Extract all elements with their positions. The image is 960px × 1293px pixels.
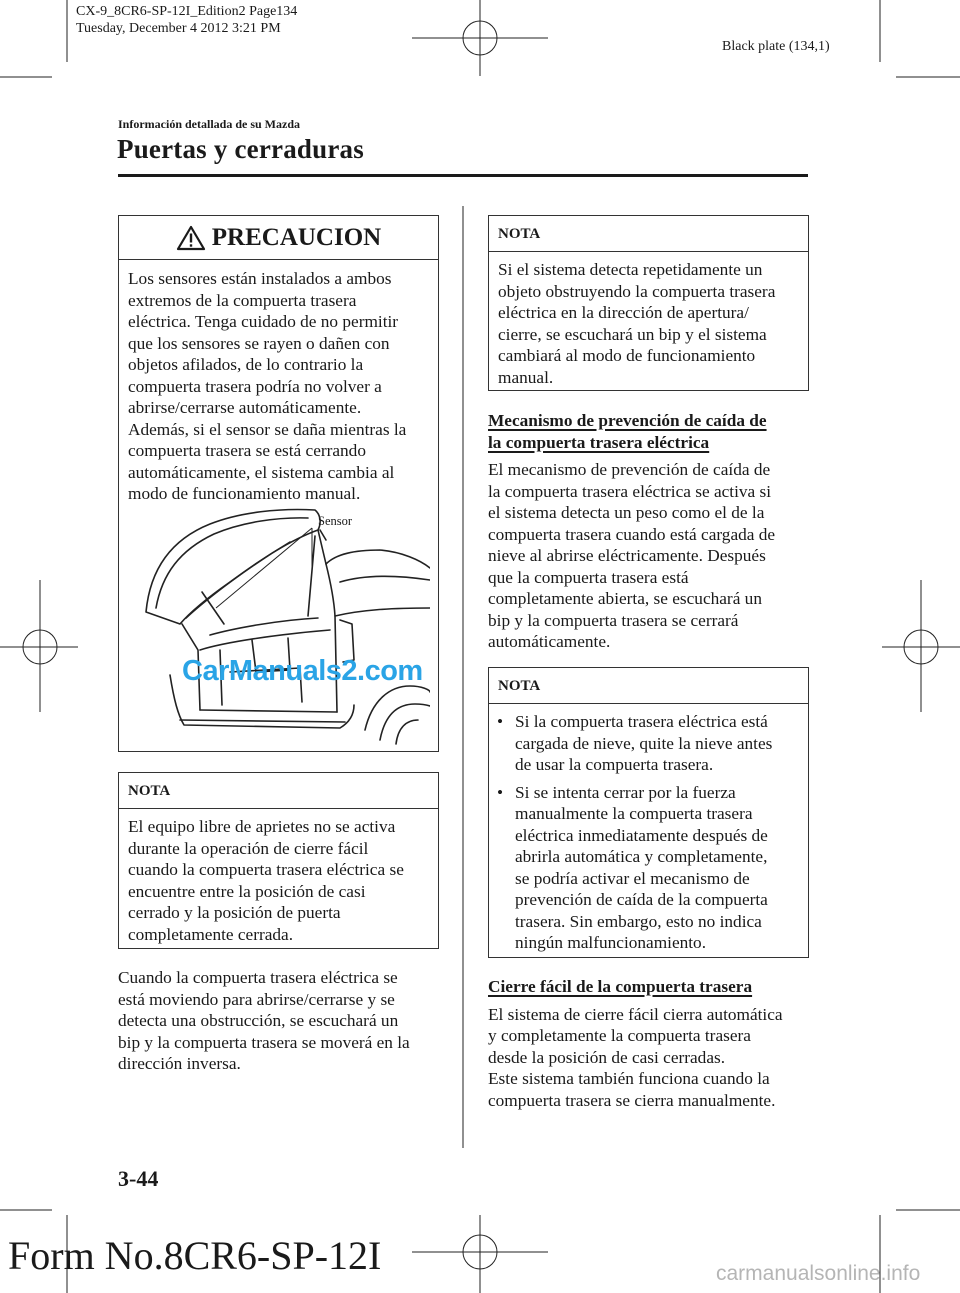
nota-line: Si el sistema detecta repetidamente un xyxy=(498,260,763,279)
body-line: está moviendo para abrirse/cerrarse y se xyxy=(118,989,395,1009)
caution-line: Además, si el sensor se daña mientras la xyxy=(128,419,407,439)
bullet-line: trasera. Sin embargo, esto no indica xyxy=(515,911,762,931)
nota-line: eléctrica en la dirección de apertura/ xyxy=(498,303,749,322)
print-date-line: Tuesday, December 4 2012 3:21 PM xyxy=(76,21,281,36)
liftgate-sensor-illustration xyxy=(140,500,430,745)
nota-line: completamente cerrada. xyxy=(128,924,294,944)
carmanuals2-watermark: CarManuals2.com xyxy=(182,655,423,687)
bullet-line: eléctrica inmediatamente después de xyxy=(515,825,768,845)
black-plate-label: Black plate (134,1) xyxy=(722,39,830,54)
nota-line: cuando la compuerta trasera eléctrica se xyxy=(128,860,404,879)
caution-line: compuerta trasera podría no volver a xyxy=(128,376,382,396)
nota-heading: NOTA xyxy=(119,773,438,809)
easy-close-heading: Cierre fácil de la compuerta trasera xyxy=(488,977,753,996)
body-line: completamente abierta, se escuchará un xyxy=(488,589,762,608)
body-line: que la compuerta trasera está xyxy=(488,567,689,587)
caution-line: abrirse/cerrarse automáticamente. xyxy=(128,398,362,417)
page-number: 3-44 xyxy=(118,1166,159,1191)
bullet-line: ningún malfuncionamiento. xyxy=(515,933,707,952)
body-line: el sistema detecta un peso como el de la xyxy=(488,503,765,522)
body-line: detecta una obstrucción, se escuchará un xyxy=(118,1011,399,1030)
caution-line: eléctrica. Tenga cuidado de no permitir xyxy=(128,312,399,331)
bullet-line: abrirla automática y completamente, xyxy=(515,847,768,866)
registration-mark-left xyxy=(0,580,78,712)
bullet-line: de usar la compuerta trasera. xyxy=(515,755,714,774)
header-rule xyxy=(118,174,808,177)
site-watermark: carmanualsonline.info xyxy=(716,1262,921,1285)
body-line: compuerta trasera cuando está cargada de xyxy=(488,524,776,544)
nota-box-3 xyxy=(488,667,809,958)
bullet-dot: • xyxy=(497,712,504,731)
nota-line: durante la operación de cierre fácil xyxy=(128,838,369,858)
nota-heading: NOTA xyxy=(489,216,808,252)
nota-line: El equipo libre de aprietes no se activa xyxy=(128,817,396,836)
nota-box-1 xyxy=(118,772,439,949)
body-line: Cuando la compuerta trasera eléctrica se xyxy=(118,968,398,987)
body-line: nieve al abrirse eléctricamente. Después xyxy=(488,546,766,565)
mechanism-section xyxy=(488,410,775,653)
print-file-line: CX-9_8CR6-SP-12I_Edition2 Page134 xyxy=(76,4,298,19)
nota-line: objeto obstruyendo la compuerta trasera xyxy=(498,281,776,301)
caution-line: automáticamente, el sistema cambia al xyxy=(128,462,395,482)
easy-close-section xyxy=(488,976,783,1111)
mechanism-heading-line: la compuerta trasera eléctrica xyxy=(488,432,710,452)
body-line: compuerta trasera se cierra manualmente. xyxy=(488,1090,776,1110)
nota-line: cambiará al modo de funcionamiento xyxy=(498,346,756,365)
body-line: bip y la compuerta trasera se moverá en la xyxy=(118,1032,410,1052)
nota-box-2 xyxy=(488,215,809,391)
body-line: desde la posición de casi cerradas. xyxy=(488,1047,726,1067)
warning-triangle-icon xyxy=(176,225,206,251)
sensor-callout-label: Sensor xyxy=(318,514,353,528)
body-line: El mecanismo de prevención de caída de xyxy=(488,460,771,479)
bullet-line: Si se intenta cerrar por la fuerza xyxy=(515,782,736,802)
section-label: Información detallada de su Mazda xyxy=(118,117,301,131)
caution-line: Los sensores están instalados a ambos xyxy=(128,269,392,288)
nota-bullet-item xyxy=(493,711,802,776)
caution-line: modo de funcionamiento manual. xyxy=(128,484,361,503)
nota-line: cierre, se escuchará un bip y el sistema xyxy=(498,324,767,344)
nota-line: encuentre entre la posición de casi xyxy=(128,881,366,901)
nota-heading: NOTA xyxy=(489,668,808,704)
body-line: automáticamente. xyxy=(488,632,611,651)
mechanism-heading-line: Mecanismo de prevención de caída de xyxy=(488,411,767,430)
bullet-line: prevención de caída de la compuerta xyxy=(515,890,768,909)
body-line: El sistema de cierre fácil cierra automática xyxy=(488,1004,783,1024)
page-title: Puertas y cerraduras xyxy=(117,134,364,164)
caution-line: objetos afilados, de lo contrario la xyxy=(128,355,364,374)
registration-mark-top xyxy=(412,0,548,76)
caution-text xyxy=(119,260,438,505)
registration-mark-right xyxy=(882,580,960,712)
obstruction-paragraph xyxy=(118,967,410,1075)
body-line: dirección inversa. xyxy=(118,1054,241,1073)
caution-line: que los sensores se rayen o dañen con xyxy=(128,333,390,353)
caution-line: compuerta trasera se está cerrando xyxy=(128,441,366,460)
body-line: y completamente la compuerta trasera xyxy=(488,1026,751,1045)
registration-mark-bottom xyxy=(412,1215,548,1293)
nota-line: cerrado y la posición de puerta xyxy=(128,903,341,922)
caution-heading: PRECAUCION xyxy=(211,223,382,251)
body-line: Este sistema también funciona cuando la xyxy=(488,1069,770,1088)
caution-header xyxy=(119,216,438,259)
nota-bullet-item xyxy=(493,782,802,954)
bullet-line: se podría activar el mecanismo de xyxy=(515,868,750,888)
bullet-line: Si la compuerta trasera eléctrica está xyxy=(515,712,768,731)
form-number: Form No.8CR6-SP-12I xyxy=(8,1233,382,1278)
body-line: bip y la compuerta trasera se cerrará xyxy=(488,610,739,630)
body-line: la compuerta trasera eléctrica se activa si xyxy=(488,481,772,501)
caution-line: extremos de la compuerta trasera xyxy=(128,290,357,310)
bullet-dot: • xyxy=(497,782,504,802)
nota-line: manual. xyxy=(498,367,554,387)
bullet-line: cargada de nieve, quite la nieve antes xyxy=(515,733,773,753)
bullet-line: manualmente la compuerta trasera xyxy=(515,804,753,823)
